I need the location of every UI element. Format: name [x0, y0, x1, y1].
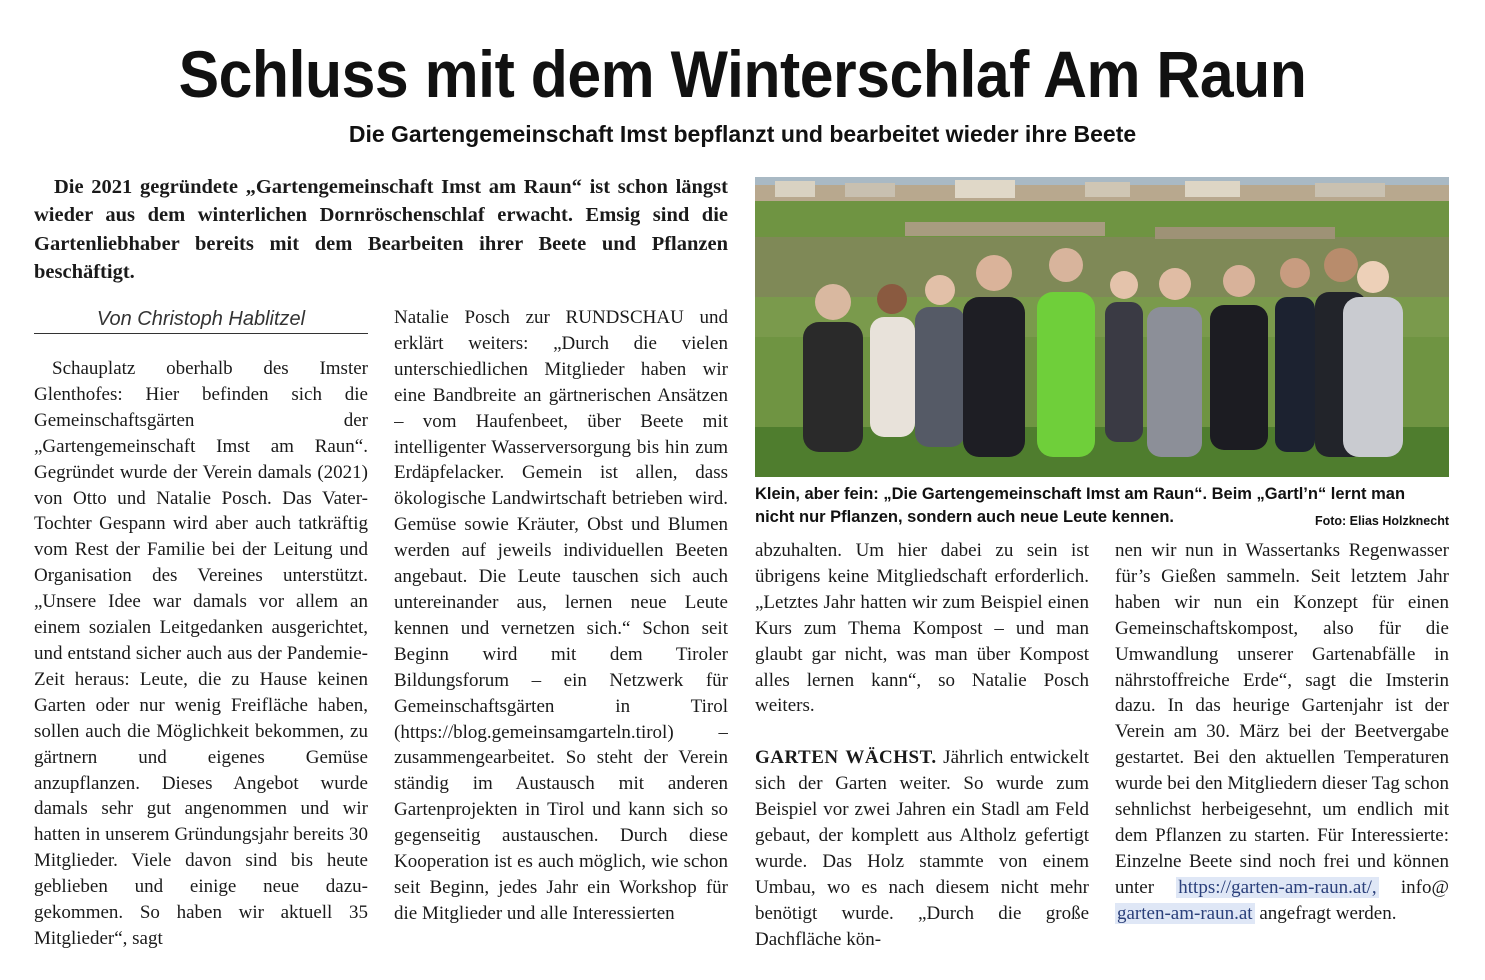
column-4-paragraph: [1115, 538, 1449, 927]
group-photo-illustration: [755, 177, 1449, 477]
byline: Von Christoph Hablitzel: [34, 307, 368, 334]
lead-paragraph: Die 2021 gegründete „Gartengemeinschaft Imst am Raun“ ist schon längst wieder aus dem winterlichen Dornröschenschlaf erwacht. Emsig sind die Gartenliebhaber bereits mit dem Bearbeiten ihrer Beete und Pflanzen beschäftigt.: [34, 176, 728, 283]
caption-text: Klein, aber fein: „Die Gartengemeinschaft Imst am Raun“. Beim „Gartl’n“ lernt man nicht nur Pflanzen, sondern auch neue Leute kennen.: [755, 485, 1406, 526]
column-3: [755, 538, 1089, 956]
group-photo: [755, 177, 1449, 477]
email-link[interactable]: garten-am-raun.at: [1117, 902, 1253, 924]
column-2: [394, 305, 728, 955]
column-1: [34, 356, 368, 956]
column-4-text: nen wir nun in Wassertanks Regenwasser für’s Gießen sammeln. Seit letztem Jahr haben wir nun ein Konzept für einen Gemeinschaftskompost, also für die Umwandlung unserer Gartenabfälle in nährstoffreiche Erde“, sagt die Imsterin dazu. In das heurige Gartenjahr ist der Verein am 30. März bei der Beetvergabe gestartet. Bei den aktuellen Temperaturen wurde bei den Mitgliedern dieser Tag schon sehnlichst herbeigesehnt, um endlich mit dem Pflanzen zu starten. Für Interessierte: Einzelne Beete sind noch frei und können unter: [1115, 540, 1449, 898]
column-3-text-b: Jährlich entwickelt sich der Garten weiter. So wurde zum Beispiel vor zwei Jahren ein Stadl am Feld gebaut, der komplett aus Altholz gefertigt wurde. Das Holz stammte von einem Umbau, wo es nach diesem nicht mehr benötigt wurde. „Durch die große Dachfläche kön-: [755, 747, 1089, 950]
column-4: [1115, 538, 1449, 956]
headline: Schluss mit dem Winterschlaf Am Raun: [178, 37, 1307, 111]
subheadline: Die Gartengemeinschaft Imst bepflanzt und bearbeitet wieder ihre Beete: [348, 121, 1137, 147]
email-prefix: info@: [1400, 876, 1449, 898]
column-2-text: Natalie Posch zur RUNDSCHAU und erklärt weiters: „Durch die vielen unterschiedlichen Mitglieder haben wir eine Bandbreite an gärtnerischen Ansätzen – vom Haufenbeet, über Beete mit intelligenter Wasserversorgung bis hin zum Erdäpfelacker. Gemein ist allen, dass ökologische Landwirtschaft betrieben wird. Gemüse sowie Kräuter, Obst und Blumen werden auf jeweils individuellen Beeten angebaut. Die Leute tauschen sich auch untereinander aus, lernen neue Leute kennen und vernetzen sich.“ Schon seit Beginn wird mit dem Tiroler Bildungsforum – ein Netzwerk für Gemeinschaftsgärten in Tirol (https://blog.gemeinsamgarteln.tirol) – zusammengearbeitet. So steht der Verein ständig im Austausch mit anderen Gartenprojekten in Tirol und kann sich so gegenseitig austauschen. Durch diese Kooperation ist es auch möglich, wie schon seit Beginn, jedes Jahr ein Workshop für die Mitglieder und alle Interessierten: [394, 307, 728, 924]
website-link[interactable]: https://garten-am-raun.at/,: [1178, 876, 1377, 898]
column-3-paragraph: [755, 745, 1089, 952]
column-3-text-a: abzuhalten. Um hier dabei zu sein ist übrigens keine Mitgliedschaft erforderlich. „Letztes Jahr hatten wir zum Beispiel einen Kurs zum Thema Kompost – und man glaubt gar nicht, was man über Kompost alles lernen kann“, so Natalie Posch weiters.: [755, 540, 1089, 717]
column-1-text: Schauplatz oberhalb des Imster Glenthofes: Hier befinden sich die Gemeinschaftsgärten der „Gartengemeinschaft Imst am Raun“. Gegründet wurde der Verein damals (2021) von Otto und Natalie Posch. Das Vater-Tochter Gespann wird aber auch tatkräftig vom Rest der Familie bei der Leitung und Organisation des Vereines unterstützt. „Unsere Idee war damals vor allem an einem sozialen Leitgedanken ausgerichtet, und entstand sicher auch aus der Pandemie-Zeit heraus: Leute, die zu Hause keinen Garten oder nur wenig Freifläche haben, sollen auch die Möglichkeit bekommen, zu gärtnern und eigenes Gemüse anzupflanzen. Dieses Angebot wurde damals sehr gut angenommen und wir hatten in unserem Gründungsjahr bereits 30 Mitglieder. Viele davon sind bis heute geblieben und einige neue dazu- gekommen. So haben wir aktuell 35 Mitglieder“, sagt: [34, 358, 368, 949]
photo-credit: Foto: Elias Holzknecht: [1314, 514, 1449, 528]
photo-caption: [755, 483, 1449, 533]
section-heading: GARTEN WÄCHST.: [755, 747, 937, 769]
column-4-end: angefragt werden.: [1259, 902, 1397, 924]
